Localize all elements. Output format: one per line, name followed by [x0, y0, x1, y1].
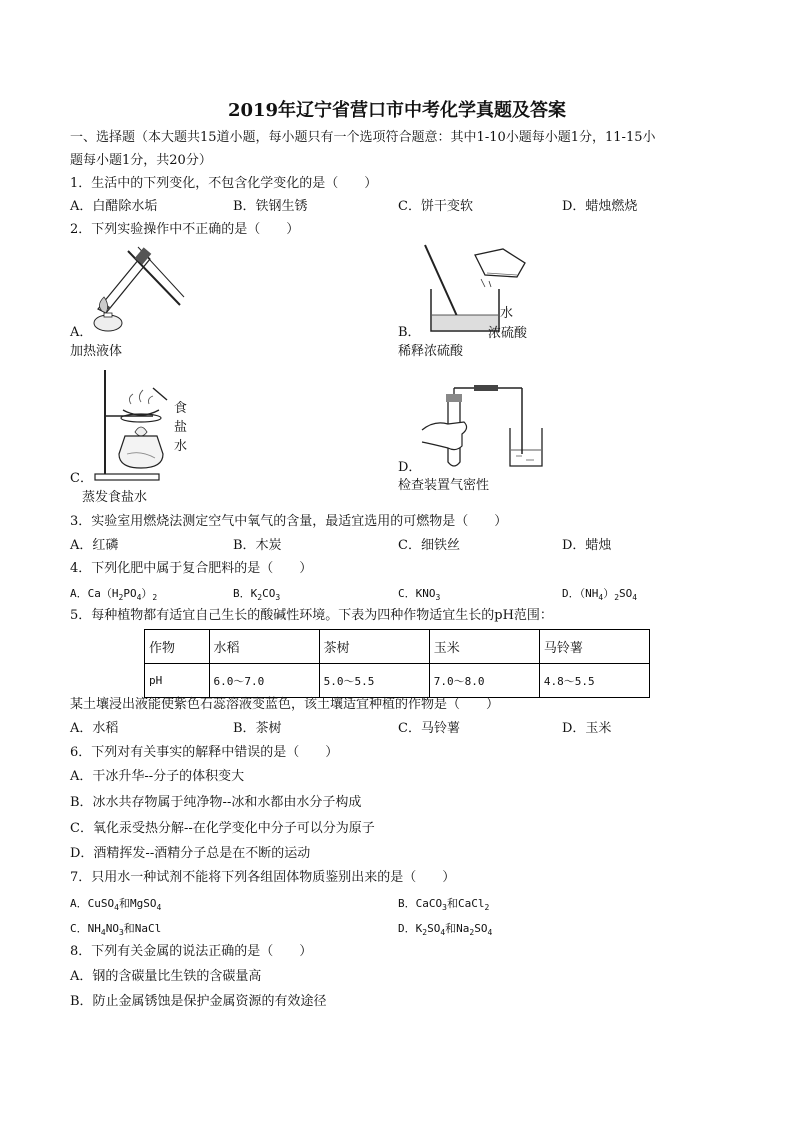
- q2-c-caption: 蒸发食盐水: [82, 490, 148, 505]
- table-cell: 马铃薯: [539, 630, 649, 664]
- ph-table-row: [145, 664, 650, 698]
- table-cell: 作物: [145, 630, 210, 664]
- figure-evaporation: [95, 370, 175, 485]
- label-salt-2: 盐: [174, 420, 188, 435]
- q7-option-b: B．CaCO$_3$和CaCl$_2$: [398, 897, 490, 912]
- q3-option-d: D．蜡烛: [562, 538, 612, 553]
- table-cell: 茶树: [319, 630, 429, 664]
- q4-option-c: C．$KNO_3$: [398, 587, 441, 602]
- q2-a-caption: 加热液体: [70, 344, 123, 359]
- q5-followup: 某土壤浸出液能使紫色石蕊溶液变蓝色，该土壤适宜种植的作物是（ ）: [70, 697, 500, 712]
- ph-table-header-row: [145, 630, 650, 664]
- q4-option-a: A．$Ca(H_2PO_4)_2$: [70, 587, 158, 602]
- q1-option-b: B．铁钢生锈: [233, 199, 308, 214]
- q3-stem: 3．实验室用燃烧法测定空气中氧气的含量，最适宜选用的可燃物是（ ）: [70, 514, 508, 529]
- q3-option-b: B．木炭: [233, 538, 282, 553]
- label-salt-3: 水: [174, 439, 188, 454]
- q7-option-c: C．$NH_4NO_3$和NaCl: [70, 922, 162, 937]
- q2-stem: 2．下列实验操作中不正确的是（ ）: [70, 222, 300, 237]
- section-heading-line1: 一、选择题（本大题共15道小题，每小题只有一个选项符合题意：其中1-10小题每小题1分，11-15小: [70, 130, 656, 145]
- q8-option-a: A．钢的含碳量比生铁的含碳量高: [70, 969, 262, 984]
- section-heading-line2: 题每小题1分，共20分）: [70, 153, 212, 168]
- q7-option-d: D．$K_2SO_4$和$Na_2SO_4$: [398, 922, 493, 937]
- q1-option-c: C．饼干变软: [398, 199, 473, 214]
- q5-option-d: D．玉米: [562, 721, 612, 736]
- table-cell: 玉米: [429, 630, 539, 664]
- figure-heating-liquid: [88, 243, 188, 333]
- page-title: 2019年辽宁省营口市中考化学真题及答案: [227, 100, 567, 121]
- q2-a-letter: A．: [70, 325, 93, 340]
- q5-option-c: C．马铃薯: [398, 721, 460, 736]
- q6-option-b: B．冰水共存物属于纯净物--冰和水都由水分子构成: [70, 795, 362, 810]
- table-cell: 5.0～5.5: [319, 664, 429, 698]
- q6-option-a: A．干冰升华--分子的体积变大: [70, 769, 245, 784]
- q4-option-b: B．$K_2CO_3$: [233, 587, 281, 602]
- label-water: 水: [500, 306, 514, 321]
- q5-option-a: A．水稻: [70, 721, 119, 736]
- q2-d-caption: 检查装置气密性: [398, 478, 490, 493]
- q8-option-b: B．防止金属锈蚀是保护金属资源的有效途径: [70, 994, 327, 1009]
- q4-option-d: D．$(NH_4)_2SO_4$: [562, 587, 638, 602]
- q2-c-letter: C．: [70, 471, 93, 486]
- q3-option-a: A．红磷: [70, 538, 119, 553]
- q2-d-letter: D．: [398, 460, 422, 475]
- table-cell: 6.0～7.0: [209, 664, 319, 698]
- q7-option-a: A．CuSO$_4$和MgSO$_4$: [70, 897, 162, 912]
- q2-b-letter: B．: [398, 325, 421, 340]
- q8-stem: 8．下列有关金属的说法正确的是（ ）: [70, 944, 313, 959]
- q4-stem: 4．下列化肥中属于复合肥料的是（ ）: [70, 561, 313, 576]
- table-cell: 4.8～5.5: [539, 664, 649, 698]
- q6-option-c: C．氧化汞受热分解--在化学变化中分子可以分为原子: [70, 821, 375, 836]
- label-conc-acid: 浓硫酸: [488, 326, 528, 341]
- q3-option-c: C．细铁丝: [398, 538, 460, 553]
- q2-b-caption: 稀释浓硫酸: [398, 344, 464, 359]
- figure-airtightness: [418, 378, 558, 474]
- q1-option-a: A．白醋除水垢: [70, 199, 158, 214]
- q7-stem: 7．只用水一种试剂不能将下列各组固体物质鉴别出来的是（ ）: [70, 870, 456, 885]
- q1-stem: 1．生活中的下列变化，不包含化学变化的是（ ）: [70, 176, 378, 191]
- label-salt-1: 食: [174, 401, 188, 416]
- q6-option-d: D．酒精挥发--酒精分子总是在不断的运动: [70, 846, 311, 861]
- table-cell: 7.0～8.0: [429, 664, 539, 698]
- q1-option-d: D．蜡烛燃烧: [562, 199, 638, 214]
- table-cell: 水稻: [209, 630, 319, 664]
- q5-option-b: B．茶树: [233, 721, 282, 736]
- q6-stem: 6．下列对有关事实的解释中错误的是（ ）: [70, 745, 339, 760]
- ph-table: [144, 629, 650, 698]
- q5-stem: 5．每种植物都有适宜自己生长的酸碱性环境。下表为四种作物适宜生长的pH范围：: [70, 608, 553, 623]
- table-cell: pH: [145, 664, 210, 698]
